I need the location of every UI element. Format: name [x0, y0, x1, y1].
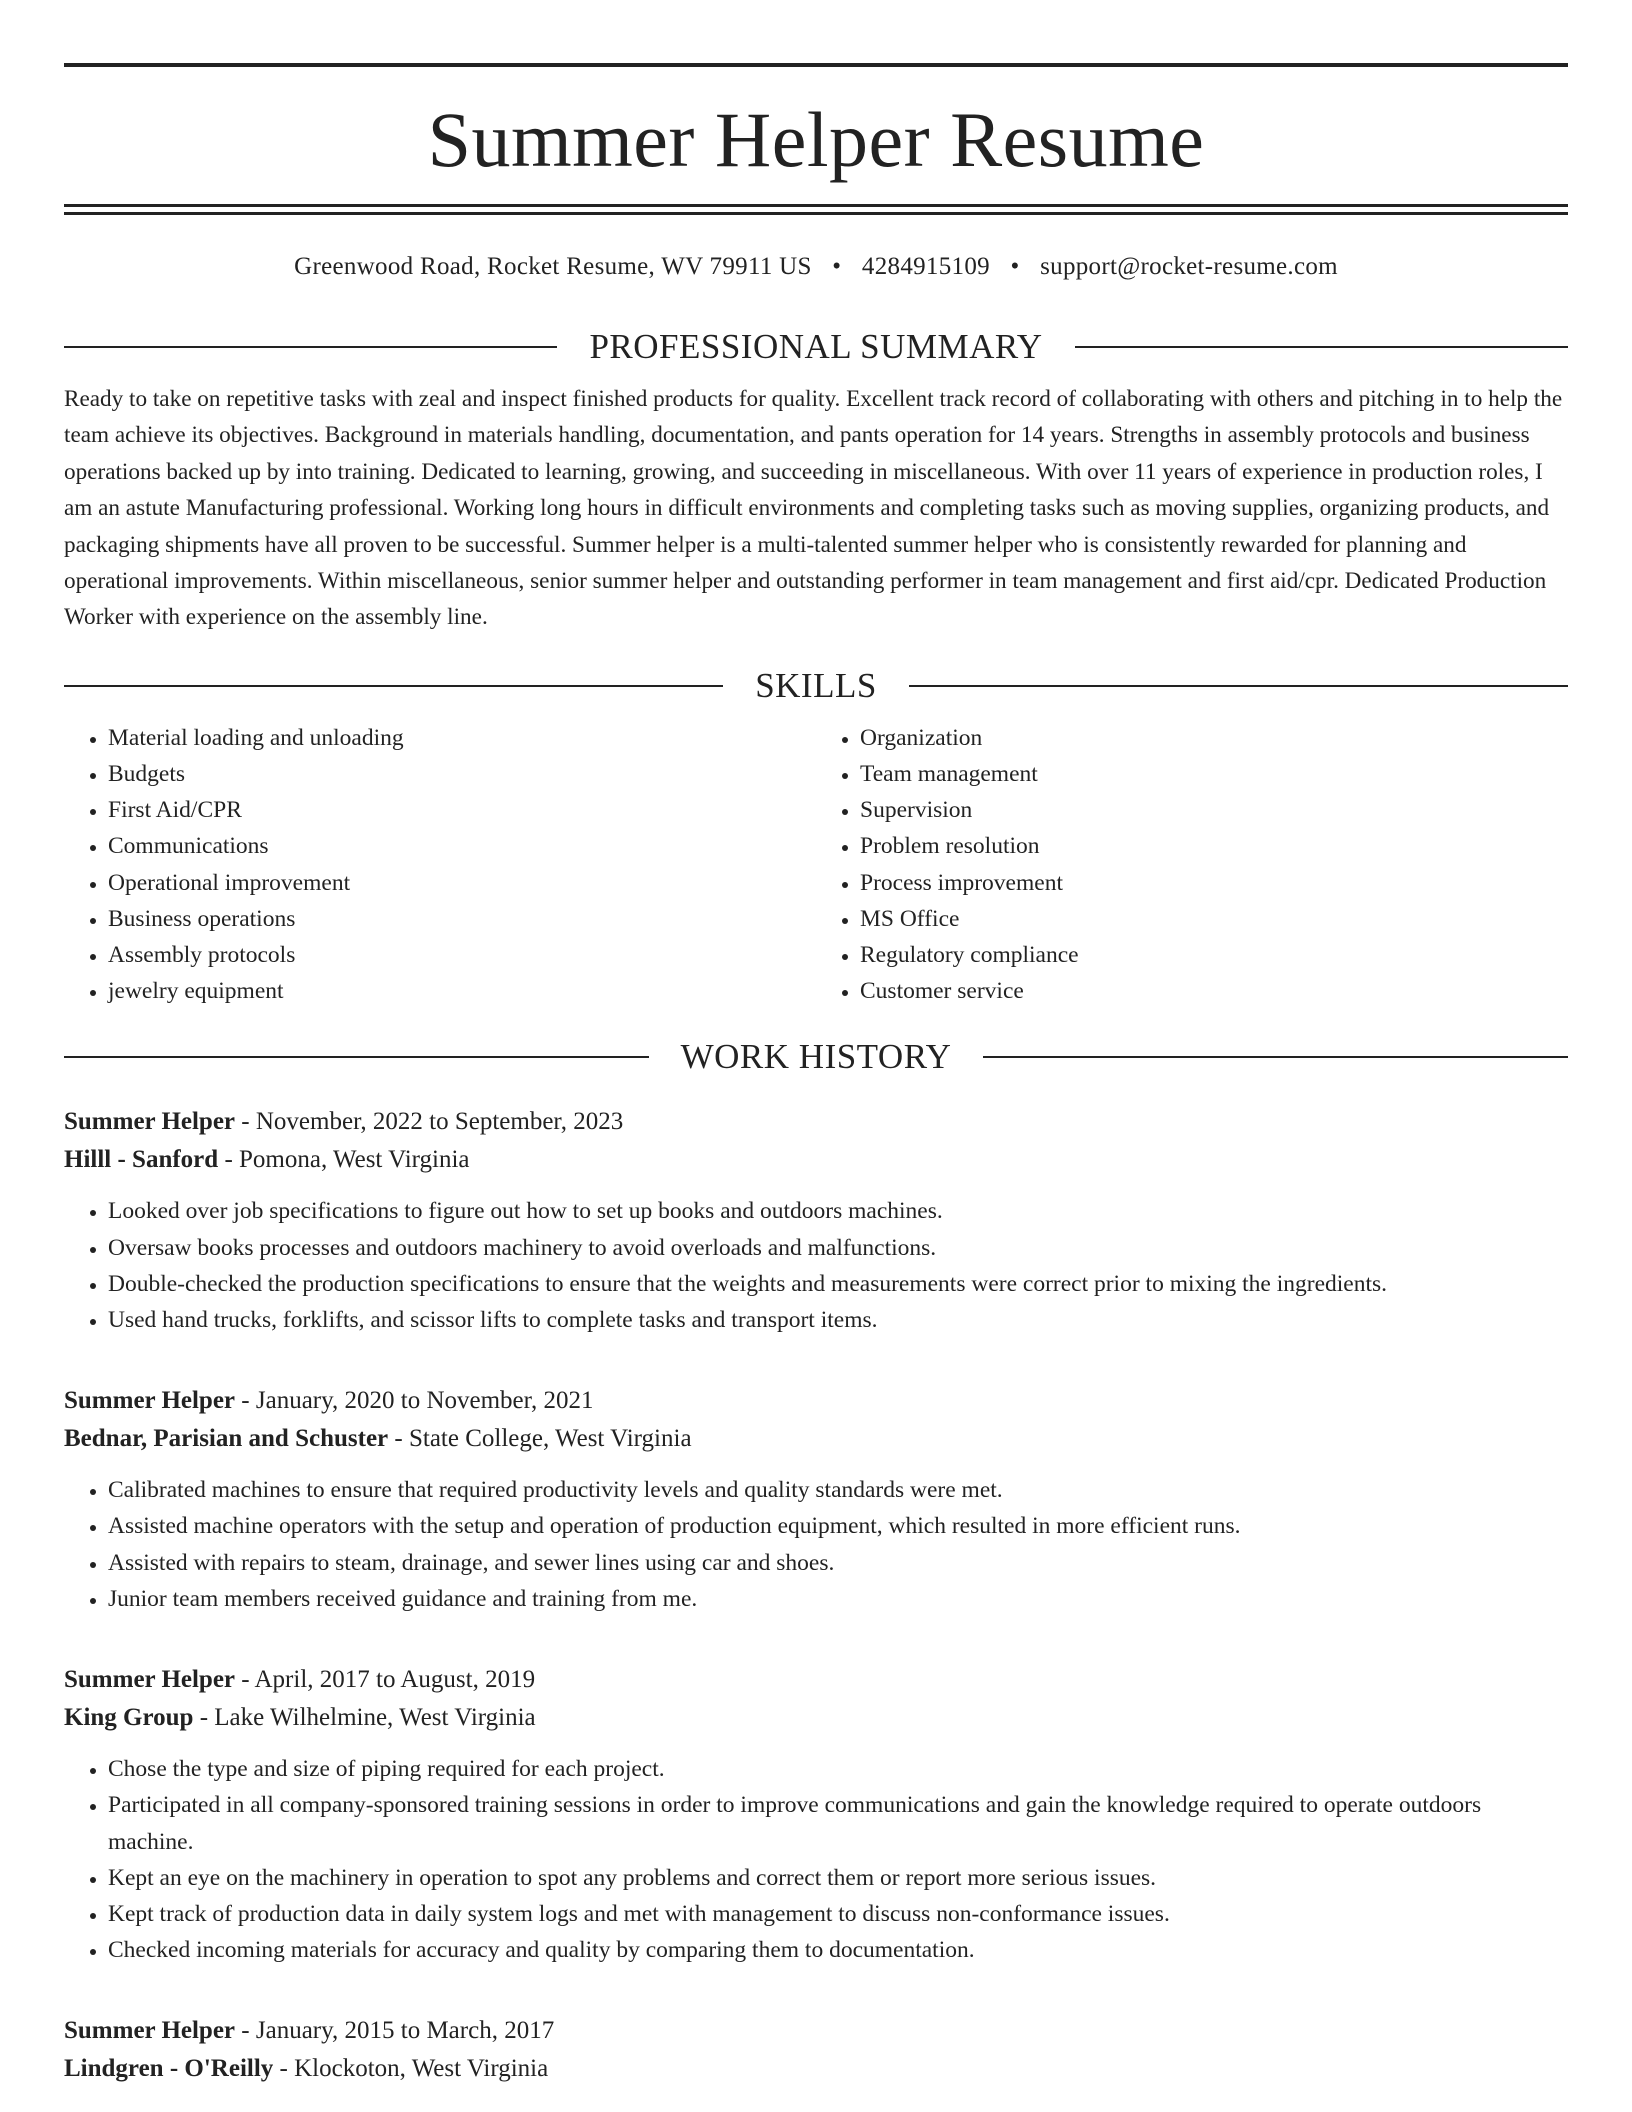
- work-heading: [64, 1037, 1568, 1077]
- job-title: Summer Helper: [64, 1108, 236, 1136]
- skill-item: • MS Office: [860, 901, 1568, 937]
- job-company-line: [64, 1699, 1568, 1737]
- contact-email: support@rocket-resume.com: [1040, 253, 1338, 280]
- skill-item: • Business operations: [108, 901, 816, 937]
- skills-columns: [64, 720, 1568, 1010]
- job-location: State College, West Virginia: [408, 1425, 692, 1453]
- job-title: Summer Helper: [64, 1666, 236, 1694]
- skill-item: • Communications: [108, 828, 816, 864]
- job-company: Bednar, Parisian and Schuster: [64, 1425, 389, 1453]
- dash-separator: -: [193, 1704, 215, 1732]
- skill-item: • Team management: [860, 756, 1568, 792]
- contact-line: [64, 252, 1568, 282]
- job-title: Summer Helper: [64, 1387, 236, 1415]
- job-location: Lake Wilhelmine, West Virginia: [214, 1704, 536, 1732]
- job-company: King Group: [64, 1704, 194, 1732]
- skills-list-right: [816, 720, 1568, 1010]
- contact-separator: •: [1010, 253, 1020, 280]
- top-rule: [64, 63, 1568, 67]
- skill-item: • First Aid/CPR: [108, 792, 816, 828]
- dash-separator: -: [235, 1108, 256, 1136]
- contact-address: Greenwood Road, Rocket Resume, WV 79911 US: [294, 253, 812, 280]
- job-bullet: • Assisted machine operators with the setup and operation of production equipment, which resulted in more efficient runs.: [108, 1508, 1568, 1544]
- job-entry: [64, 1661, 1568, 1968]
- heading-rule-right: [909, 685, 1568, 687]
- job-bullet: • Assisted with repairs to steam, drainage, and sewer lines using car and shoes.: [108, 1545, 1568, 1581]
- job-bullet: • Junior team members received guidance and training from me.: [108, 1581, 1568, 1617]
- job-entry: [64, 1103, 1568, 1338]
- skill-item: • Budgets: [108, 756, 816, 792]
- heading-rule-right: [1075, 346, 1568, 348]
- dash-separator: -: [273, 2055, 295, 2083]
- job-bullet: • Looked over job specifications to figure out how to set up books and outdoors machines.: [108, 1193, 1568, 1229]
- job-company: Lindgren - O'Reilly: [64, 2055, 274, 2083]
- summary-title: PROFESSIONAL SUMMARY: [589, 327, 1043, 366]
- job-title-line: [64, 1382, 1568, 1420]
- skill-item: • Organization: [860, 720, 1568, 756]
- skill-item: • Assembly protocols: [108, 937, 816, 973]
- summary-text: Ready to take on repetitive tasks with zeal and inspect finished products for quality. Excellent track record of collaborating with others and pitching in to help the team achieve its objectives. Background in materials handling, documentation, and pants operation for 14 years. Strengths in assembly protocols and business operations backed up by into training. Dedicated to learning, growing, and succeeding in miscellaneous. With over 11 years of experience in production roles, I am an astute Manufacturing professional. Working long hours in difficult environments and completing tasks such as moving supplies, organizing products, and packaging shipments have all proven to be successful. Summer helper is a multi-talented summer helper who is consistently rewarded for planning and operational improvements. Within miscellaneous, senior summer helper and outstanding performer in team management and first aid/cpr. Dedicated Production Worker with experience on the assembly line.: [64, 386, 1563, 631]
- job-dates: April, 2017 to August, 2019: [254, 1666, 536, 1694]
- job-bullet: • Double-checked the production specifications to ensure that the weights and measurements were correct prior to mixing the ingredients.: [108, 1266, 1568, 1302]
- job-bullet: • Used hand trucks, forklifts, and scissor lifts to complete tasks and transport items.: [108, 1302, 1568, 1338]
- job-location: Pomona, West Virginia: [239, 1146, 470, 1174]
- job-bullets: [64, 1472, 1568, 1617]
- job-dates: November, 2022 to September, 2023: [255, 1108, 624, 1136]
- job-company-line: [64, 2050, 1568, 2088]
- job-company: Hilll - Sanford: [64, 1146, 219, 1174]
- dash-separator: -: [235, 2017, 256, 2045]
- job-company-line: [64, 1141, 1568, 1179]
- work-title: WORK HISTORY: [680, 1037, 952, 1077]
- job-bullets: [64, 1751, 1568, 1968]
- skill-item: • Material loading and unloading: [108, 720, 816, 756]
- summary-heading: [64, 327, 1568, 367]
- job-entry: [64, 1382, 1568, 1617]
- dash-separator: -: [235, 1387, 256, 1415]
- dash-separator: -: [388, 1425, 409, 1453]
- job-dates: January, 2020 to November, 2021: [255, 1387, 594, 1415]
- job-entry: [64, 2012, 1568, 2088]
- job-bullet: • Participated in all company-sponsored training sessions in order to improve communications and gain the knowledge required to operate outdoors machine.: [108, 1787, 1568, 1859]
- contact-separator: •: [832, 253, 842, 280]
- resume-title: Summer Helper Resume: [427, 96, 1205, 183]
- skills-heading: [64, 666, 1568, 706]
- job-dates: January, 2015 to March, 2017: [255, 2017, 555, 2045]
- job-location: Klockoton, West Virginia: [294, 2055, 549, 2083]
- work-history: [64, 1103, 1568, 2088]
- skills-list-left: [64, 720, 816, 1010]
- skill-item: • Supervision: [860, 792, 1568, 828]
- job-bullet: • Kept track of production data in daily system logs and met with management to discuss non-conformance issues.: [108, 1896, 1568, 1932]
- dash-separator: -: [235, 1666, 255, 1694]
- skill-item: • Problem resolution: [860, 828, 1568, 864]
- heading-rule-left: [64, 685, 723, 687]
- job-title: Summer Helper: [64, 2017, 236, 2045]
- title-double-rule: [64, 204, 1568, 215]
- heading-rule-left: [64, 1056, 649, 1058]
- resume-page: [64, 0, 1568, 2088]
- skill-item: • Operational improvement: [108, 865, 816, 901]
- job-bullets: [64, 1193, 1568, 1338]
- skill-item: • Regulatory compliance: [860, 937, 1568, 973]
- job-bullet: • Calibrated machines to ensure that required productivity levels and quality standards were met.: [108, 1472, 1568, 1508]
- contact-phone: 4284915109: [861, 253, 990, 280]
- job-bullet: • Checked incoming materials for accuracy and quality by comparing them to documentation.: [108, 1932, 1568, 1968]
- skills-title: SKILLS: [755, 665, 877, 705]
- heading-rule-left: [64, 346, 557, 348]
- job-title-line: [64, 1103, 1568, 1141]
- job-bullet: • Chose the type and size of piping required for each project.: [108, 1751, 1568, 1787]
- heading-rule-right: [983, 1056, 1568, 1058]
- job-bullet: • Kept an eye on the machinery in operation to spot any problems and correct them or report more serious issues.: [108, 1860, 1568, 1896]
- job-bullet: • Oversaw books processes and outdoors machinery to avoid overloads and malfunctions.: [108, 1230, 1568, 1266]
- dash-separator: -: [218, 1146, 240, 1174]
- skill-item: • jewelry equipment: [108, 973, 816, 1009]
- job-title-line: [64, 1661, 1568, 1699]
- skill-item: • Customer service: [860, 973, 1568, 1009]
- job-title-line: [64, 2012, 1568, 2050]
- skill-item: • Process improvement: [860, 865, 1568, 901]
- job-company-line: [64, 1420, 1568, 1458]
